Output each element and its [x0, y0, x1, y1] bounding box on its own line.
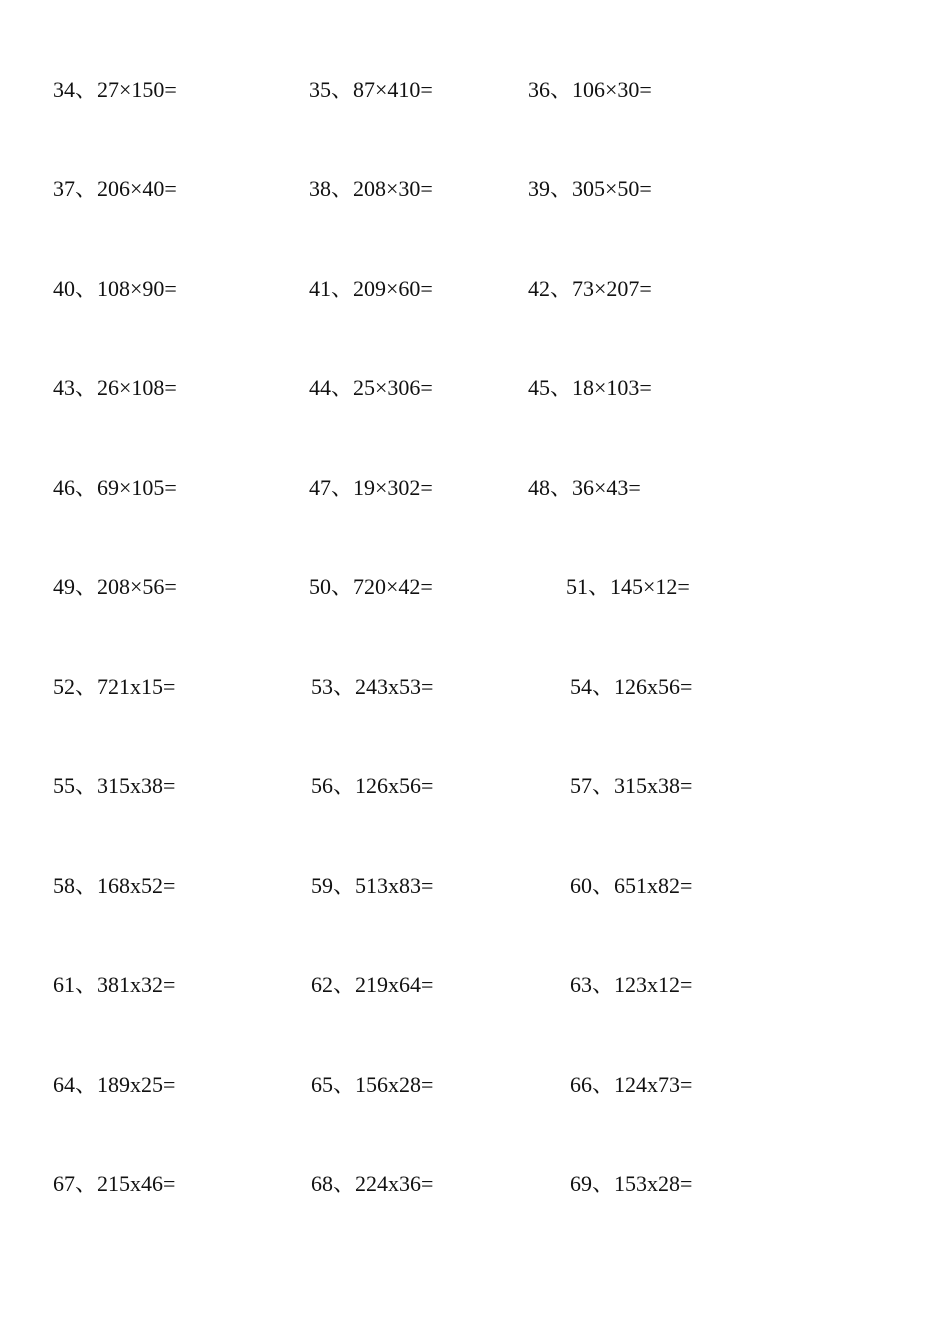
problem-50: 50、720×42= [309, 574, 433, 599]
problem-61: 61、381x32= [53, 972, 176, 997]
problem-48: 48、36×43= [528, 475, 641, 500]
problem-39: 39、305×50= [528, 176, 652, 201]
problem-59: 59、513x83= [311, 873, 434, 898]
problem-42: 42、73×207= [528, 276, 652, 301]
problem-55: 55、315x38= [53, 773, 176, 798]
problem-63: 63、123x12= [570, 972, 693, 997]
problem-56: 56、126x56= [311, 773, 434, 798]
problem-65: 65、156x28= [311, 1072, 434, 1097]
problem-62: 62、219x64= [311, 972, 434, 997]
problem-53: 53、243x53= [311, 674, 434, 699]
problem-44: 44、25×306= [309, 375, 433, 400]
problem-67: 67、215x46= [53, 1171, 176, 1196]
problem-58: 58、168x52= [53, 873, 176, 898]
problem-35: 35、87×410= [309, 77, 433, 102]
problem-69: 69、153x28= [570, 1171, 693, 1196]
problem-54: 54、126x56= [570, 674, 693, 699]
problem-68: 68、224x36= [311, 1171, 434, 1196]
problem-40: 40、108×90= [53, 276, 177, 301]
problem-46: 46、69×105= [53, 475, 177, 500]
problem-60: 60、651x82= [570, 873, 693, 898]
problem-57: 57、315x38= [570, 773, 693, 798]
problem-49: 49、208×56= [53, 574, 177, 599]
problem-43: 43、26×108= [53, 375, 177, 400]
problem-51: 51、145×12= [566, 574, 690, 599]
problem-47: 47、19×302= [309, 475, 433, 500]
problem-37: 37、206×40= [53, 176, 177, 201]
problem-64: 64、189x25= [53, 1072, 176, 1097]
problem-66: 66、124x73= [570, 1072, 693, 1097]
problem-52: 52、721x15= [53, 674, 176, 699]
problem-41: 41、209×60= [309, 276, 433, 301]
problem-36: 36、106×30= [528, 77, 652, 102]
problem-45: 45、18×103= [528, 375, 652, 400]
problem-38: 38、208×30= [309, 176, 433, 201]
problem-34: 34、27×150= [53, 77, 177, 102]
